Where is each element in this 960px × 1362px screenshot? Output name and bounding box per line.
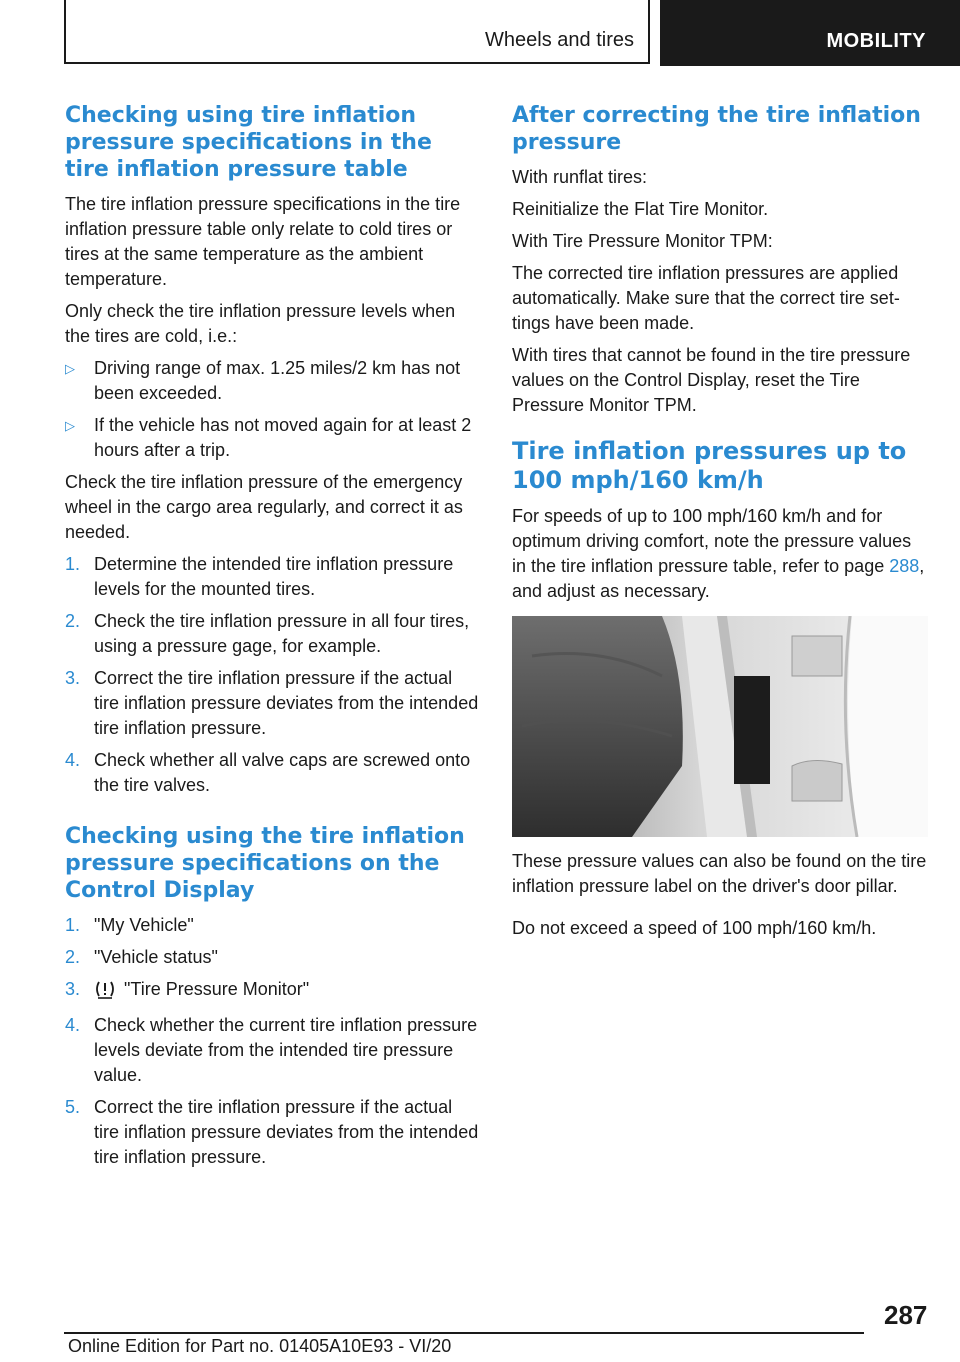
paragraph: Reinitialize the Flat Tire Monitor. [512,199,769,219]
page-reference-link[interactable]: 288 [889,556,920,576]
page-number: 287 [884,1300,928,1330]
section-title: Wheels and tires [485,29,634,51]
door-pillar-photo [512,616,928,837]
list-item: 2. "Vehicle status" [65,947,218,967]
footer-edition: Online Edition for Part no. 01405A10E93 - VI/20 [68,1336,452,1356]
list-item: ▷ Driving range of max. 1.25 miles/2 km has not been exceeded. [65,358,461,403]
left-column [65,102,480,1177]
paragraph: The corrected tire inflation pressures are applied automatically. Make sure that the correct tire settings have been made. [512,263,900,333]
paragraph: The tire inflation pressure specifications in the tire inflation pressure table only relate to cold tires or tires at the same temperature as the ambient temperature. [65,194,461,289]
list-item: 1. Determine the intended tire inflation pressure levels for the mounted tires. [65,554,454,599]
right-column [512,102,928,948]
chapter-tab [660,0,960,66]
list-item: 3. "Tire Pressure Monitor" [65,977,480,1006]
heading-after-correcting: After correcting the tire inflation pressure [512,103,921,155]
footer-divider [64,1332,864,1334]
list-item: 3. Correct the tire inflation pressure if the actual tire inflation pressure deviates from the intended tire inflation pressure. [65,668,479,738]
bullet-list [65,356,480,463]
heading-check-control-display: Checking using the tire inflation pressure specifications on the Control Display [65,824,465,903]
paragraph: Do not exceed a speed of 100 mph/160 km/h. [512,918,877,938]
list-item: 5. Correct the tire inflation pressure if the actual tire inflation pressure deviates from the intended tire inflation pressure. [65,1097,479,1167]
steps-list [65,913,480,1170]
paragraph: For speeds of up to 100 mph/160 km/h and for optimum driving comfort, note the pressure values in the tire inflation pressure table, refer to page 288, and adjust as necessary. [512,506,925,601]
triangle-bullet-icon: ▷ [65,361,75,376]
list-item: 4. Check whether the current tire inflation pressure levels deviate from the intended tire pressure value. [65,1015,478,1085]
paragraph: These pressure values can also be found on the tire inflation pressure label on the driver's door pillar. [512,851,927,896]
paragraph: With runflat tires: [512,167,648,187]
heading-pressures-100mph: Tire inflation pressures up to 100 mph/160 km/h [512,437,907,494]
header-frame [64,0,650,64]
list-item: 2. Check the tire inflation pressure in all four tires, using a pressure gage, for example. [65,611,470,656]
paragraph: With Tire Pressure Monitor TPM: [512,231,773,251]
heading-check-table: Checking using tire inflation pressure specifications in the tire inflation pressure table [65,103,432,182]
triangle-bullet-icon: ▷ [65,418,75,433]
list-item: 4. Check whether all valve caps are screwed onto the tire valves. [65,750,471,795]
paragraph: With tires that cannot be found in the tire pressure values on the Control Display, reset the Tire Pressure Monitor TPM. [512,345,911,415]
chapter-title: MOBILITY [826,30,926,52]
list-item: 1. "My Vehicle" [65,915,194,935]
paragraph: Check the tire inflation pressure of the emergency wheel in the cargo area regularly, and correct it as needed. [65,472,463,542]
list-item: ▷ If the vehicle has not moved again for at least 2 hours after a trip. [65,415,472,460]
steps-list [65,552,480,798]
tire-pressure-warning-icon [94,979,116,1006]
paragraph: Only check the tire inflation pressure levels when the tires are cold, i.e.: [65,301,456,346]
